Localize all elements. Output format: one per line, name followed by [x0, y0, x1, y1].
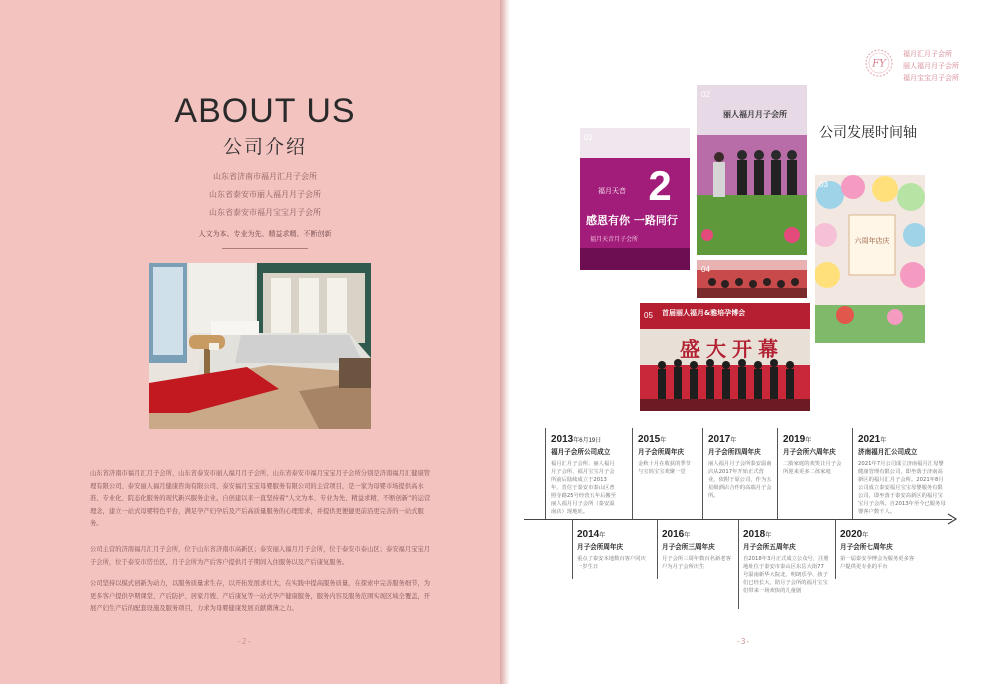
photo-01-caption-b: 感恩有你 一路同行 [586, 214, 678, 227]
event-2016 [662, 529, 734, 571]
slogan-divider [222, 248, 308, 249]
brand-line-1: 福月汇月子会所 [903, 50, 952, 58]
event-2019-desc: 二胎家庭的欢笑让月子会所迎来更多二孩家庭 [783, 461, 842, 475]
event-2016-desc: 月子会所三周年数百名新老客户为月子会所庆生 [662, 556, 731, 570]
event-2017 [708, 434, 772, 500]
photo-03-sign: 六周年店庆 [854, 237, 890, 245]
about-subtitle: 公司介绍 [222, 136, 307, 158]
brand-lines [903, 48, 959, 84]
event-2018-year: 2018 [743, 529, 766, 540]
event-2018-desc: 自2018年3月正式成立公众号，注册地址位于泰安市泰山区东岳大街77号温南新华大院北，明朗乐孕、孩子们已经长大，陪月子会所的福月宝宝们带来一场欢快的儿童剧 [743, 556, 829, 594]
timeline-arrow-icon [947, 513, 957, 525]
event-2014-suffix: 年 [599, 533, 606, 539]
event-2015-desc: 金秋十月在收获的季节与宝妈宝宝欢聚一堂 [638, 461, 691, 475]
photo-03 [815, 175, 925, 343]
photo-02-banner: 丽人福月月子会所 [723, 110, 787, 119]
event-2020-title: 月子会所七周年庆 [840, 543, 893, 551]
tick-2016 [657, 519, 658, 579]
page-number-right: -3- [737, 637, 751, 646]
photo-03-art [815, 175, 925, 343]
event-2013-title: 福月子会所公司成立 [551, 448, 611, 456]
event-2020-desc: 第一届泰安孕博会为服务更多客户提供更专业的平台 [840, 556, 915, 570]
event-2018-title: 月子会所五周年庆 [743, 543, 796, 551]
brand-line-3: 福月宝宝月子会所 [903, 74, 959, 82]
about-title: ABOUT US [174, 92, 356, 130]
photo-number-03: 03 [819, 180, 828, 189]
event-2015-suffix: 年 [660, 438, 667, 444]
photo-01 [580, 128, 690, 270]
event-2018 [743, 529, 829, 595]
event-2018-suffix: 年 [765, 533, 772, 539]
intro-paragraph-2: 公司主营的济南福月汇月子会所，位于山东省济南市高新区；泰安丽人福月月子会所，位于泰安市泰山区；泰安福月宝宝月子会所，位于泰安市岱岳区，月子会所为产后客户提供月子期间入住服务以及产后康复服务。 [90, 546, 431, 566]
svg-text:2: 2 [648, 162, 672, 209]
room-photo [149, 263, 371, 429]
tick-2021 [852, 428, 853, 519]
brand-logo [864, 48, 894, 78]
page-number-left: -2- [238, 637, 252, 646]
brand-line-2: 丽人福月月子会所 [903, 62, 959, 70]
photo-05 [640, 303, 810, 411]
event-2016-title: 月子会所三周年庆 [662, 543, 715, 551]
page-gutter [500, 0, 510, 684]
event-2021-title: 济南福月汇公司成立 [858, 448, 918, 456]
event-2021-suffix: 年 [880, 438, 887, 444]
event-2013-suffix: 年6月19日 [573, 438, 602, 444]
tick-2013 [545, 428, 546, 519]
photo-02 [697, 85, 807, 255]
event-2013 [551, 434, 617, 516]
event-2019-suffix: 年 [805, 438, 812, 444]
event-2020 [840, 529, 916, 571]
event-2019 [783, 434, 845, 476]
event-2015-year: 2015 [638, 434, 661, 445]
photo-number-05: 05 [644, 311, 653, 320]
intro-paragraph-1: 山东省济南市福月汇月子会所、山东省泰安市丽人福月月子会所、山东省泰安市福月宝宝月子会所分别是济南福月汇健康管理有限公司、泰安丽人福月健康咨询有限公司、泰安福月宝宝母婴服务有限公司的主营项目，是一家为母婴市场提供高水准、专业化、院态化服务的现代新兴服务企业。自创建以来一直坚持着“人文为本、专业为先、精益求精、不断创新”的运营理念，建立一站式母婴特色平台，满足孕产妇孕后及产后高质量服务的心理需求，并提供更便捷更前沿更完善的一站式服务。 [90, 470, 431, 528]
event-2017-suffix: 年 [730, 438, 737, 444]
photo-04 [697, 260, 807, 298]
event-2016-suffix: 年 [684, 533, 691, 539]
event-2017-title: 月子会所四周年庆 [708, 448, 761, 456]
event-2013-year: 2013 [551, 434, 574, 445]
slogan: 人文为本、专业为先、精益求精、不断创新 [198, 230, 332, 238]
event-2014 [577, 529, 649, 571]
company-name-1: 山东省济南市福月汇月子会所 [213, 172, 317, 181]
company-name-2: 山东省泰安市丽人福月月子会所 [209, 190, 321, 199]
event-2021-desc: 2021年7月公司成立济南福月汇母婴健康管理有限公司，即坐落于济南高新区的福月汇月子会所。2021年8月公司成立泰安福月宝宝母婴服务有限公司，即坐落于泰安高新区的福月宝宝月子会所。自2013年至今已服务母婴客户数千人。 [858, 461, 946, 515]
event-2017-year: 2017 [708, 434, 731, 445]
event-2020-year: 2020 [840, 529, 863, 540]
event-2013-desc: 福月汇月子会所、丽人福月月子会所、福月宝宝月子会所前后陆续成立于2013年，晋位于泰安市泰山区普照寺路25号经营五年后搬至丽人福月月子会所（泰安温南店）现地址。 [551, 461, 617, 515]
tick-2019 [777, 428, 778, 519]
event-2014-desc: 重点了泰安本地数百客户同庆一岁生日 [577, 556, 646, 570]
event-2019-year: 2019 [783, 434, 806, 445]
photo-number-02: 02 [701, 90, 710, 99]
photo-04-art [697, 260, 807, 298]
event-2014-year: 2014 [577, 529, 600, 540]
event-2014-title: 月子会所周年庆 [577, 543, 624, 551]
photo-number-01: 01 [584, 133, 593, 142]
timeline-title: 公司发展时间轴 [819, 125, 917, 141]
event-2016-year: 2016 [662, 529, 685, 540]
event-2015 [638, 434, 696, 476]
photo-05-banner: 首届丽人福月&雅培孕博会 [662, 309, 746, 317]
logo-monogram: FY [872, 58, 886, 70]
event-2015-title: 月子会所周年庆 [638, 448, 685, 456]
event-2021-year: 2021 [858, 434, 881, 445]
company-name-3: 山东省泰安市福月宝宝月子会所 [209, 208, 321, 217]
company-names [0, 168, 530, 222]
photo-05-big: 盛大开幕 [680, 337, 784, 361]
bedroom-illustration [149, 263, 371, 429]
tick-2018 [738, 519, 739, 609]
event-2020-suffix: 年 [862, 533, 869, 539]
tick-2015 [632, 428, 633, 519]
intro-paragraph-3: 公司坚持以模式创新为动力，以服务质量求生存，以开拓发展求壮大，在实践中提高服务质量，在探索中完善服务细节，为更多客户提供孕期课堂、产后防护、居家月嫂、产后康复等一站式孕产健康服务，服务内容及服务范围实现区域全覆盖，开展产妇生产后的配套设施及服务项目，力求为母婴健康发展贡献微薄之力。 [90, 580, 431, 613]
photo-01-caption-c: 福月天音月子会所 [590, 236, 639, 243]
tick-2020 [835, 519, 836, 579]
event-2019-title: 月子会所六周年庆 [783, 448, 836, 456]
photo-number-04: 04 [701, 265, 710, 274]
photo-01-art [580, 128, 690, 270]
event-2017-desc: 丽人福月月子会所泰安温南店从2017年开始正式营业，依附于原公司，作为五星级酒店合作的高端月子会所。 [708, 461, 772, 499]
tick-2017 [702, 428, 703, 519]
wreath-logo-icon [864, 48, 894, 78]
event-2021 [858, 434, 946, 516]
tick-2014 [572, 519, 573, 579]
photo-01-caption-a: 福月天音 [598, 187, 626, 195]
